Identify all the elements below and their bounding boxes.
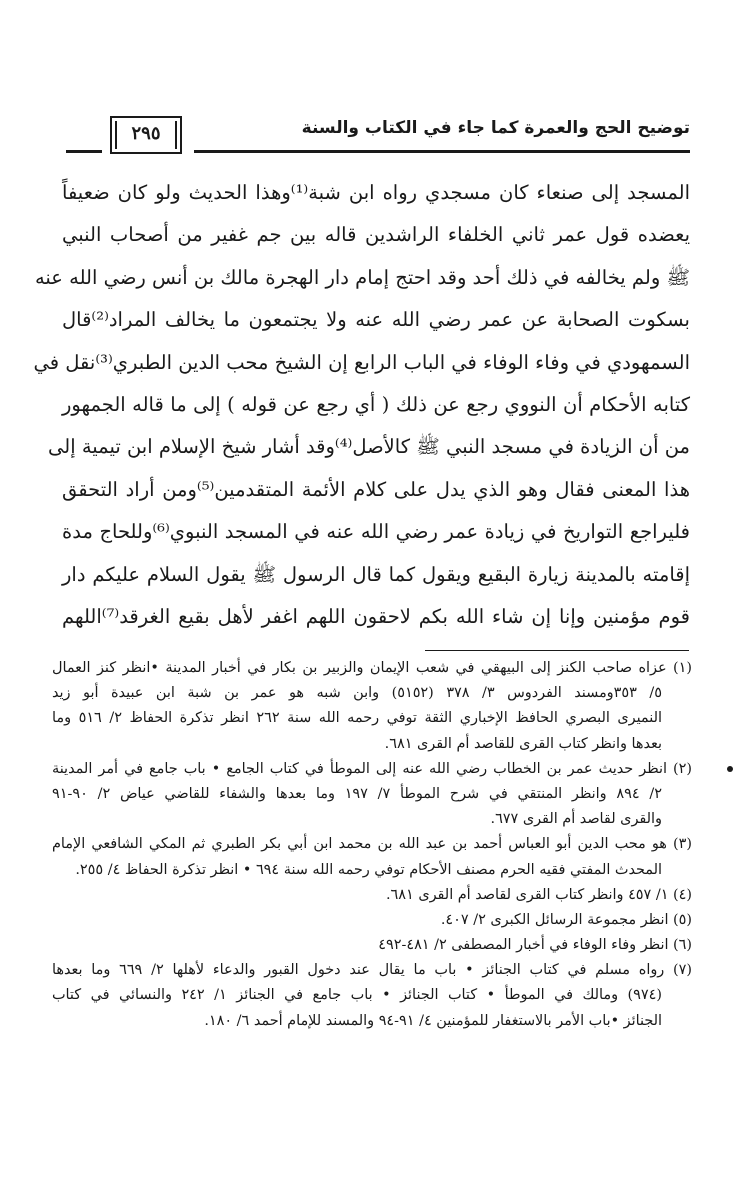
footnote-line: (٥) انظر مجموعة الرسائل الكبرى ٢/ ٤٠٧. xyxy=(440,911,692,928)
margin-mark xyxy=(727,766,733,772)
footnotes xyxy=(52,656,692,1034)
footnote-line: (٣) هو محب الدين أبو العباس أحمد بن عبد الله بن محمد ابن أبي بكر الطبري ثم المكي الشافعي الإمام xyxy=(52,836,692,853)
text-line: إقامته بالمدينة زيارة البقيع ويقول كما قال الرسول ﷺ يقول السلام عليكم دار xyxy=(62,562,690,586)
text-line: يعضده قول عمر ثاني الخلفاء الراشدين قاله بين جم غفير من أصحاب النبي xyxy=(62,223,690,247)
footnote-line: ٢/ ٨٩٤ وانظر المنتقي في شرح الموطأ ٧/ ١٩٧ وما بعدها والشفاء للقاضي عياض ٢/ ٩٠-٩١ xyxy=(52,785,662,802)
text-line: ﷺ ولم يخالفه في ذلك أحد وقد احتج إمام دار الهجرة مالك بن أنس رضي الله عنه xyxy=(34,265,690,289)
footnote-line: (٧) رواه مسلم في كتاب الجنائز • باب ما يقال عند دخول القبور والدعاء لأهلها ٢/ ٦٦٩ وما بعدها xyxy=(52,962,692,979)
footnote-line: بعدها وانظر كتاب القرى للقاصد أم القرى ٦٨١. xyxy=(384,735,662,752)
text-line: السمهودي في وفاء الوفاء في الباب الرابع إن الشيخ محب الدين الطبري⁽³⁾نقل في xyxy=(33,350,690,374)
text-line: هذا المعنى فقال وهو الذي يدل على كلام الأئمة المتقدمين⁽⁵⁾ومن أراد التحقق xyxy=(62,477,690,501)
footnote-line: (٩٧٤) ومالك في الموطأ • كتاب الجنائز • باب جامع في الجنائز ١/ ٢٤٢ والنسائي في كتاب xyxy=(52,987,662,1004)
footnote-line: (٤) ١/ ٤٥٧ وانظر كتاب القرى لقاصد أم القرى ٦٨١. xyxy=(385,886,692,903)
footnote-separator xyxy=(425,650,689,651)
page-number-frame xyxy=(110,116,182,154)
main-text xyxy=(33,172,690,638)
text-line: فليراجع التواريخ في زيادة عمر رضي الله عنه في المسجد النبوي⁽⁶⁾وللحاج مدة xyxy=(62,520,690,544)
footnote-line: المحدث المفتي فقيه الحرم مصنف الأحكام توفي رحمه الله سنة ٦٩٤ • انظر تذكرة الحفاظ ٤/ ٢٥٥. xyxy=(75,861,662,878)
page-number: ٢٩٥ xyxy=(131,123,161,144)
footnote-line: والقرى لقاصد أم القرى ٦٧٧. xyxy=(490,811,662,828)
footnote-line: (٢) انظر حديث عمر بن الخطاب رضي الله عنه إلى الموطأ في كتاب الجامع • باب جامع في أمر المدينة xyxy=(52,760,692,777)
text-line: بسكوت الصحابة عن عمر رضي الله عنه ولا يجتمعون ما يخالف المراد⁽²⁾قال xyxy=(62,308,690,332)
header-rule-left xyxy=(66,150,102,153)
page-header xyxy=(66,116,690,162)
text-line: المسجد إلى صنعاء كان مسجدي رواه ابن شبة⁽¹⁾وهذا الحديث ولو كان ضعيفاً xyxy=(62,181,690,204)
header-rule-right xyxy=(194,150,690,153)
footnote-line: الجنائز •باب الأمر بالاستغفار للمؤمنين ٤/ ٩١-٩٤ والمسند للإمام أحمد ٦/ ١٨٠. xyxy=(204,1012,662,1029)
text-line: من أن الزيادة في مسجد النبي ﷺ كالأصل⁽⁴⁾وقد أشار شيخ الإسلام ابن تيمية إلى xyxy=(48,435,690,459)
footnote-line: (١) عزاه صاحب الكنز إلى البيهقي في شعب الإيمان والزبير بن بكار في أخبار المدينة •انظر كنز العمال xyxy=(52,660,692,676)
footnote-line: ٥/ ٣٥٣ومسند الفردوس ٣/ ٣٧٨ (٥١٥٢) وابن شبه هو عمر بن شبة ابن عبيدة أبو زيد xyxy=(52,685,662,702)
text-line: قوم مؤمنين وإنا إن شاء الله بكم لاحقون اللهم اغفر لأهل بقيع الغرقد⁽⁷⁾اللهم xyxy=(62,604,690,628)
footnote-line: (٦) انظر وفاء الوفاء في أخبار المصطفى ٢/ ٤٨١-٤٩٢ xyxy=(378,937,692,954)
text-line: كتابه الأحكام أن النووي رجع عن ذلك ( أي رجع عن قوله ) إلى ما قاله الجمهور xyxy=(62,392,690,416)
footnote-line: النميرى البصري الحافظ الإخباري الثقة توفي رحمه الله سنة ٢٦٢ انظر تذكرة الحفاظ ٢/ ٥١٦ وما xyxy=(52,710,662,727)
running-title: توضيح الحج والعمرة كما جاء في الكتاب والسنة xyxy=(301,118,690,138)
